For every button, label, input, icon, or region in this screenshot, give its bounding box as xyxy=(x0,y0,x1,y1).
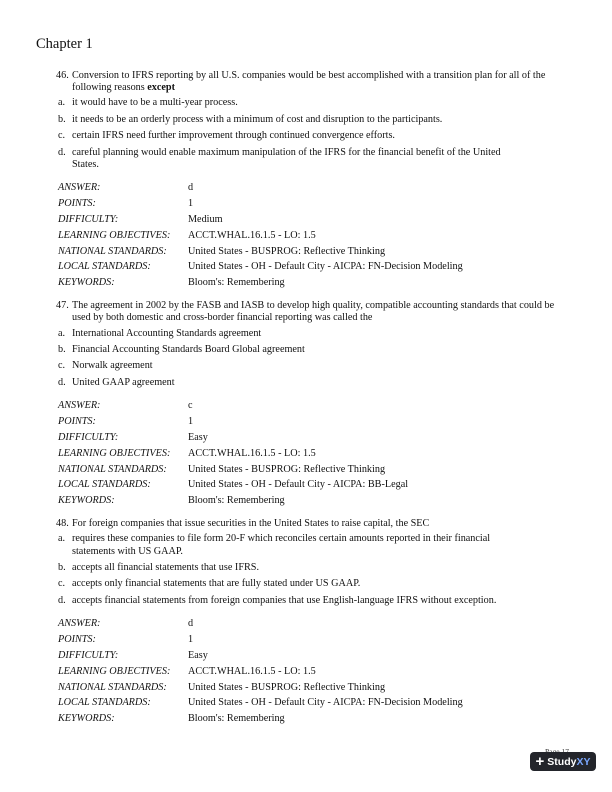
meta-value: United States - OH - Default City - AICPA: BB-Legal xyxy=(188,479,409,491)
option-text: accepts financial statements from foreign companies that use English-language IFRS without exception. xyxy=(72,594,497,606)
question-stem xyxy=(56,300,572,324)
meta-answer xyxy=(58,398,612,414)
option-letter: a. xyxy=(58,533,66,545)
option-letter: c. xyxy=(58,578,66,590)
question-text: Conversion to IFRS reporting by all U.S. companies would be best accomplished with a transition plan for all of the following reasons xyxy=(72,70,546,94)
meta-value: Bloom's: Remembering xyxy=(188,277,285,289)
question-number: 48. xyxy=(56,518,69,530)
question-stem xyxy=(56,70,572,94)
option-b xyxy=(58,344,522,356)
meta-label: KEYWORDS: xyxy=(58,495,115,507)
meta-difficulty xyxy=(58,212,612,228)
option-text: requires these companies to file form 20-F which reconciles certain amounts reported in their financial statements with US GAAP. xyxy=(72,533,491,557)
option-letter: d. xyxy=(58,146,66,158)
meta-value: Bloom's: Remembering xyxy=(188,713,285,725)
meta-label: LEARNING OBJECTIVES: xyxy=(58,665,171,677)
question-text: For foreign companies that issue securities in the United States to raise capital, the SEC xyxy=(72,518,430,530)
meta-label: NATIONAL STANDARDS: xyxy=(58,463,167,475)
option-text: Financial Accounting Standards Board Global agreement xyxy=(72,344,305,356)
meta-difficulty xyxy=(58,430,612,446)
option-text: it would have to be a multi-year process. xyxy=(72,97,238,109)
meta-learning-objectives xyxy=(58,228,612,244)
option-letter: b. xyxy=(58,113,66,125)
meta-label: KEYWORDS: xyxy=(58,277,115,289)
meta-label: DIFFICULTY: xyxy=(58,649,119,661)
option-d xyxy=(58,146,522,171)
meta-label: LOCAL STANDARDS: xyxy=(58,261,151,273)
meta-keywords xyxy=(58,493,612,509)
meta-value: c xyxy=(188,400,193,411)
option-text: certain IFRS need further improvement through continued convergence efforts. xyxy=(72,130,395,142)
studyxy-badge[interactable] xyxy=(530,752,596,771)
option-letter: d. xyxy=(58,594,66,606)
answer-options xyxy=(0,328,612,389)
question-number: 47. xyxy=(56,300,69,312)
meta-national-standards xyxy=(58,680,612,696)
option-a xyxy=(58,327,522,340)
meta-points xyxy=(58,414,612,430)
question-48 xyxy=(0,518,612,727)
meta-value: ACCT.WHAL.16.1.5 - LO: 1.5 xyxy=(188,447,316,459)
meta-value: Easy xyxy=(188,431,208,443)
option-letter: a. xyxy=(58,327,66,339)
meta-answer xyxy=(58,616,612,632)
option-text: United GAAP agreement xyxy=(72,376,175,388)
brand-text-study: Study xyxy=(547,755,577,768)
option-text: accepts only financial statements that are fully stated under US GAAP. xyxy=(72,578,361,590)
meta-local-standards xyxy=(58,477,612,493)
meta-value: d xyxy=(188,181,194,193)
option-c xyxy=(58,360,522,372)
meta-value: United States - BUSPROG: Reflective Thinking xyxy=(188,245,386,257)
meta-value: d xyxy=(188,618,194,630)
meta-value: ACCT.WHAL.16.1.5 - LO: 1.5 xyxy=(188,229,316,241)
question-47 xyxy=(0,300,612,509)
option-c xyxy=(58,130,522,142)
option-letter: b. xyxy=(58,344,66,356)
meta-national-standards xyxy=(58,462,612,478)
meta-value: United States - BUSPROG: Reflective Thinking xyxy=(188,681,386,693)
meta-keywords xyxy=(58,275,612,291)
meta-learning-objectives xyxy=(58,664,612,680)
question-metadata xyxy=(0,398,612,509)
option-text: accepts all financial statements that use IFRS. xyxy=(72,562,260,574)
meta-value: ACCT.WHAL.16.1.5 - LO: 1.5 xyxy=(188,665,316,677)
meta-value: 1 xyxy=(188,197,194,209)
brand-text-xy: XY xyxy=(576,755,591,768)
option-letter: c. xyxy=(58,130,66,142)
option-text: Norwalk agreement xyxy=(72,360,153,372)
meta-keywords xyxy=(58,711,612,727)
meta-label: POINTS: xyxy=(58,415,96,427)
answer-options xyxy=(0,97,612,171)
answer-options xyxy=(0,533,612,607)
option-letter: a. xyxy=(58,97,66,109)
question-list xyxy=(0,70,612,727)
question-emphasis: except xyxy=(147,82,175,94)
meta-difficulty xyxy=(58,648,612,664)
meta-label: NATIONAL STANDARDS: xyxy=(58,245,167,257)
meta-label: ANSWER: xyxy=(58,618,101,630)
question-46 xyxy=(0,70,612,291)
option-text: it needs to be an orderly process with a minimum of cost and disruption to the participants. xyxy=(72,113,443,125)
option-d xyxy=(58,376,522,389)
option-letter: b. xyxy=(58,562,66,574)
option-a xyxy=(58,533,522,557)
meta-label: KEYWORDS: xyxy=(58,713,115,725)
meta-points xyxy=(58,632,612,648)
meta-label: DIFFICULTY: xyxy=(58,431,119,443)
meta-value: United States - BUSPROG: Reflective Thinking xyxy=(188,463,386,475)
meta-label: POINTS: xyxy=(58,197,96,209)
meta-value: Easy xyxy=(188,649,208,661)
meta-label: LOCAL STANDARDS: xyxy=(58,479,151,491)
question-number: 46. xyxy=(56,70,69,81)
option-letter: c. xyxy=(58,360,66,372)
meta-label: LOCAL STANDARDS: xyxy=(58,697,151,709)
meta-value: Bloom's: Remembering xyxy=(188,495,285,507)
option-text: careful planning would enable maximum manipulation of the IFRS for the financial benefit of the United States. xyxy=(72,146,501,170)
meta-value: 1 xyxy=(188,633,194,645)
meta-label: POINTS: xyxy=(58,633,96,645)
meta-value: 1 xyxy=(188,415,194,427)
option-d xyxy=(58,594,522,607)
meta-local-standards xyxy=(58,259,612,275)
meta-value: Medium xyxy=(188,213,223,225)
meta-national-standards xyxy=(58,244,612,260)
question-metadata xyxy=(0,616,612,727)
meta-label: ANSWER: xyxy=(58,181,101,193)
option-b xyxy=(58,113,522,126)
option-b xyxy=(58,562,522,574)
meta-value: United States - OH - Default City - AICPA: FN-Decision Modeling xyxy=(188,261,463,273)
meta-label: NATIONAL STANDARDS: xyxy=(58,681,167,693)
question-stem xyxy=(56,518,572,530)
question-metadata xyxy=(0,180,612,291)
meta-label: DIFFICULTY: xyxy=(58,213,119,225)
meta-value: United States - OH - Default City - AICPA: FN-Decision Modeling xyxy=(188,697,463,709)
option-text: International Accounting Standards agreement xyxy=(72,327,262,339)
option-c xyxy=(58,578,522,590)
option-a xyxy=(58,97,522,109)
meta-answer xyxy=(58,180,612,196)
option-letter: d. xyxy=(58,376,66,388)
question-text: The agreement in 2002 by the FASB and IASB to develop high quality, compatible accounting standards that could be used by both domestic and cross-border financial reporting was called the xyxy=(72,300,555,324)
meta-learning-objectives xyxy=(58,446,612,462)
meta-label: LEARNING OBJECTIVES: xyxy=(58,447,171,459)
meta-points xyxy=(58,196,612,212)
chapter-title: Chapter 1 xyxy=(36,36,93,52)
meta-label: ANSWER: xyxy=(58,400,101,411)
plus-icon: + xyxy=(535,753,545,770)
meta-label: LEARNING OBJECTIVES: xyxy=(58,229,171,241)
meta-local-standards xyxy=(58,695,612,711)
